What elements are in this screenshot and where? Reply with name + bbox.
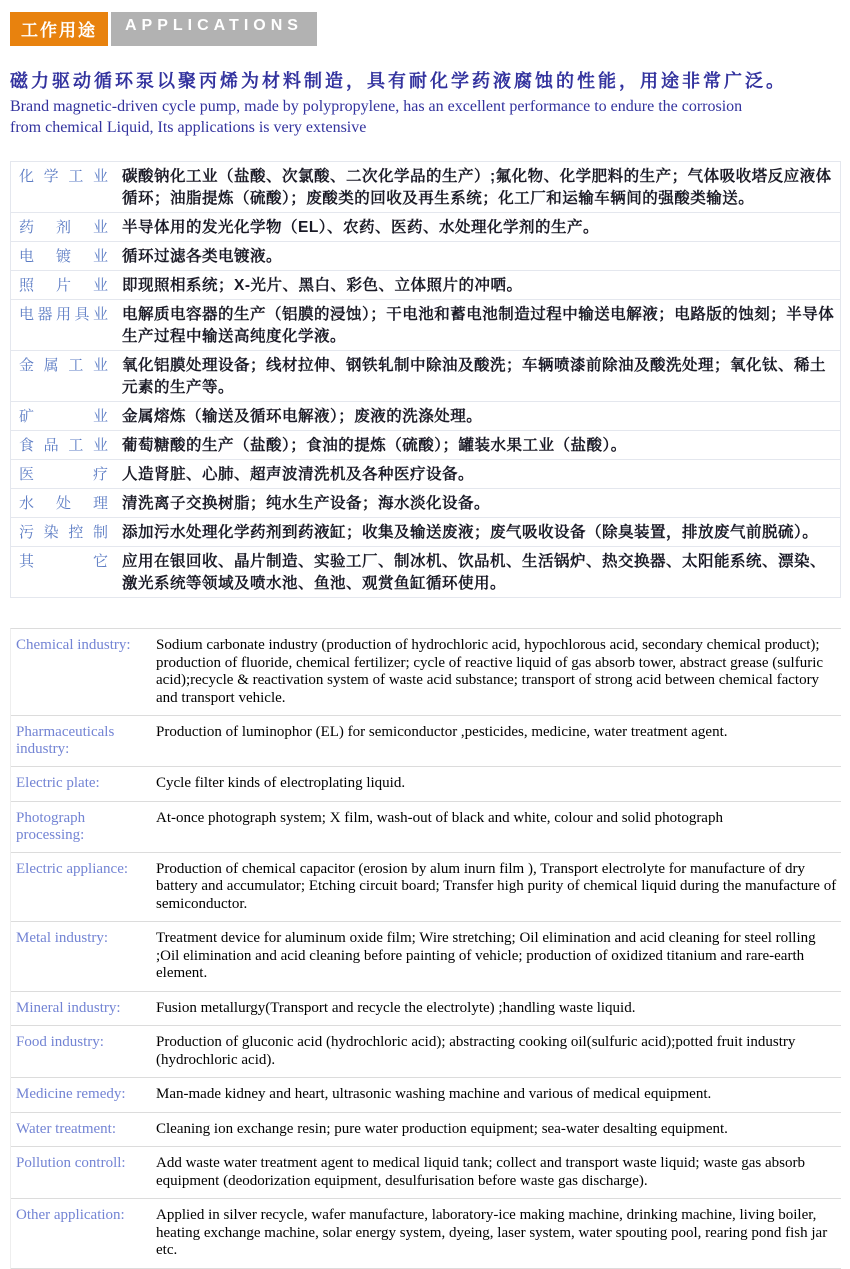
industry-label-english: Water treatment: [16,1120,116,1137]
table-row [11,431,840,460]
industry-description-english: Cleaning ion exchange resin; pure water production equipment; sea-water desalting equipment. [156,1120,728,1137]
section-title-chinese: 工作用途 [10,12,108,46]
table-row [11,271,840,300]
table-row [11,922,841,992]
industry-description-chinese: 半导体用的发光化学物（EL）、农药、医药、水处理化学剂的生产。 [122,219,600,236]
industry-label-chinese: 化学工业 [19,168,108,185]
industry-description-chinese: 碳酸钠化工业（盐酸、次氯酸、二次化学品的生产）;氟化物、化学肥料的生产；气体吸收塔反应液体循环；油脂提炼（硫酸）；废酸类的回收及再生系统；化工厂和运输车辆间的强酸类输送。 [122,168,832,207]
intro-english-line1: Brand magnetic-driven cycle pump, made by polypropylene, has an excellent performance to endure the corrosion [10,98,743,115]
table-row [11,802,841,853]
industry-label-english: Medicine remedy: [16,1086,126,1102]
industry-description-english: Man-made kidney and heart, ultrasonic washing machine and various of medical equipment. [156,1086,712,1102]
industry-label-chinese: 医疗 [19,466,108,483]
industry-description-chinese: 电解质电容器的生产（铝膜的浸蚀）；干电池和蓄电池制造过程中输送电解液；电路版的蚀刻；半导体生产过程中输送高纯度化学液。 [122,306,835,345]
table-row [11,716,841,767]
industry-label-english: Electric appliance: [16,860,129,877]
industry-label-chinese: 矿业 [19,408,108,425]
industry-description-chinese: 葡萄糖酸的生产（盐酸）；食油的提炼（硫酸）；罐装水果工业（盐酸）。 [122,437,627,454]
industry-description-chinese: 人造肾脏、心肺、超声波清洗机及各种医疗设备。 [122,466,475,483]
table-row [11,992,841,1027]
industry-description-chinese: 清洗离子交换树脂；纯水生产设备；海水淡化设备。 [122,495,491,512]
industry-description-english: Applied in silver recycle, wafer manufacture, laboratory-ice making machine, drinking machine, living boiler, heating exchange machine, solar energy system, dyeing, laser system, water spouting pool, rearing pond fish jar etc. [156,1207,828,1258]
industry-description-english: At-once photograph system; X film, wash-out of black and white, colour and solid photograph [156,809,723,826]
table-row [11,1147,841,1199]
industry-description-english: Production of gluconic acid (hydrochloric acid); abstracting cooking oil(sulfuric acid);potted fruit industry (hydrochloric acid). [156,1034,796,1068]
intro-chinese: 磁力驱动循环泵以聚丙烯为材料制造，具有耐化学药液腐蚀的性能，用途非常广泛。 [10,71,787,91]
industry-label-english: Other application: [16,1207,125,1223]
industry-description-chinese: 金属熔炼（输送及循环电解液）；废液的洗涤处理。 [122,408,483,425]
industry-label-chinese: 食品工业 [19,437,108,454]
table-row [11,351,840,402]
table-row [11,489,840,518]
intro-block [10,69,841,138]
applications-table-chinese [10,161,841,598]
intro-english [10,96,841,138]
industry-description-english: Add waste water treatment agent to medical liquid tank; collect and transport waste liquid; waste gas absorb equipment (deodorization equipment, desulfurisation before waste gas discharge). [156,1155,805,1189]
industry-description-chinese: 添加污水处理化学药剂到药液缸；收集及输送废液；废气吸收设备（除臭装置，排放废气前脱硫）。 [122,524,819,541]
industry-label-english: Electric plate: [16,775,100,791]
industry-label-chinese: 照片业 [19,277,108,294]
table-row [11,460,840,489]
table-row [11,1199,841,1269]
table-row [11,547,840,598]
table-row [11,1078,841,1113]
industry-label-english: Food industry: [16,1034,104,1050]
table-row [11,853,841,923]
table-row [11,242,840,271]
industry-label-english: Pharmaceuticals industry: [16,724,115,757]
industry-label-english: Mineral industry: [16,999,121,1016]
industry-description-english: Treatment device for aluminum oxide film; Wire stretching; Oil elimination and acid cleaning for steel rolling ;Oil elimination and acid cleaning before painting of vehicle; production of oxidized titanium and rare-earth element. [156,930,816,981]
table-row [11,300,840,351]
table-row [11,518,840,547]
industry-description-chinese: 即现照相系统；X-光片、黑白、彩色、立体照片的冲哂。 [122,277,523,294]
table-row [11,1113,841,1148]
table-row [11,629,841,716]
industry-label-english: Photograph processing: [16,809,86,843]
table-row [11,767,841,802]
industry-label-english: Pollution controll: [16,1155,126,1171]
industry-label-chinese: 电镀业 [19,248,108,265]
industry-label-chinese: 电器用具业 [19,306,108,323]
industry-label-chinese: 污染控制 [19,524,108,541]
table-row [11,162,840,213]
table-row [11,213,840,242]
table-row [11,402,840,431]
industry-label-chinese: 其它 [19,553,108,570]
industry-label-english: Metal industry: [16,930,109,946]
industry-description-english: Production of luminophor (EL) for semiconductor ,pesticides, medicine, water treatment agent. [156,724,728,740]
section-title-english: APPLICATIONS [111,12,317,46]
intro-english-line2: from chemical Liquid, Its applications is very extensive [10,119,367,136]
industry-description-english: Cycle filter kinds of electroplating liquid. [156,775,406,791]
industry-label-chinese: 金属工业 [19,357,108,374]
applications-table-english [10,628,841,1269]
industry-label-english: Chemical industry: [16,637,131,653]
industry-description-chinese: 氧化铝膜处理设备；线材拉伸、钢铁轧制中除油及酸洗；车辆喷漆前除油及酸洗处理；氧化钛、稀土元素的生产等。 [122,357,827,396]
industry-description-english: Fusion metallurgy(Transport and recycle the electrolyte) ;handling waste liquid. [156,999,636,1016]
industry-description-chinese: 应用在银回收、晶片制造、实验工厂、制冰机、饮品机、生活锅炉、热交换器、太阳能系统、漂染、激光系统等领域及喷水池、鱼池、观赏鱼缸循环使用。 [122,553,827,592]
table-row [11,1026,841,1078]
industry-label-chinese: 水处理 [19,495,108,512]
industry-description-english: Production of chemical capacitor (erosion by alum inurn film ), Transport electrolyte for manufacture of dry battery and accumulator; Etching circuit board; Transfer high purity of chemical liquid during the manufacture of semiconductor. [156,860,837,912]
industry-description-chinese: 循环过滤各类电镀液。 [122,248,283,265]
industry-description-english: Sodium carbonate industry (production of hydrochloric acid, hypochlorous acid, secondary chemical product); production of fluoride, chemical fertilizer; cycle of reactive liquid of gas absorb tower, abstract grease (sulfuric acid);recycle & reactivation system of waste acid substance; transport of strong acid between chemical factory and transport vehicle. [156,637,824,706]
industry-label-chinese: 药剂业 [19,219,108,236]
section-header [10,12,841,46]
